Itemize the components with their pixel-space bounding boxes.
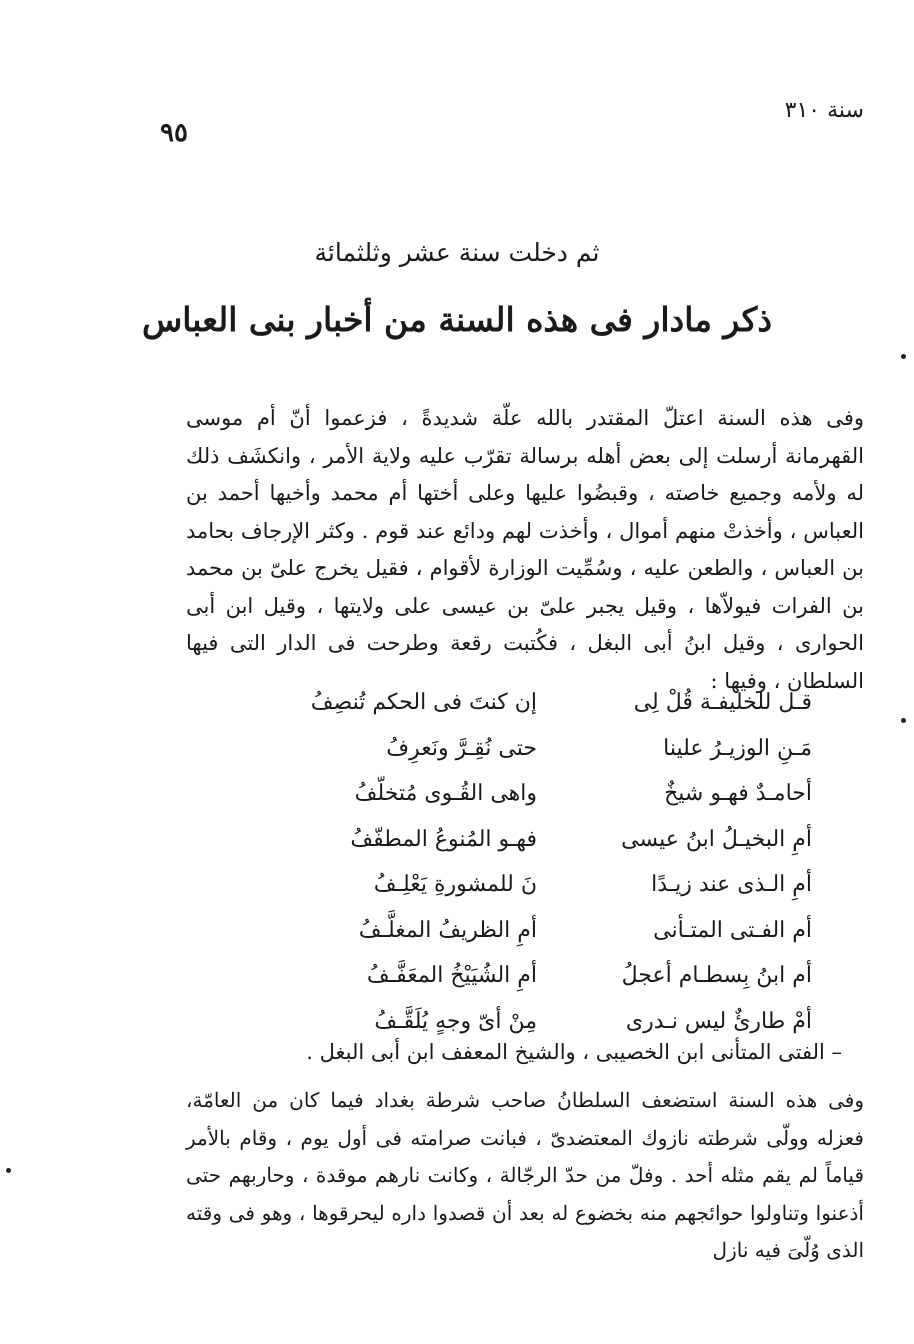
margin-dot: [901, 718, 906, 723]
verse-first-hemistich: أم الفـتى المتـأنى: [653, 917, 812, 943]
verse-second-hemistich: فهـو المُنوعُ المطفّفُ: [350, 826, 537, 852]
verse-second-hemistich: حتى نُقِـرَّ ونَعرِفُ: [386, 735, 537, 761]
verse-first-hemistich: قـل للخليفـة قُلْ لِى: [633, 690, 812, 715]
verse-second-hemistich: واهى القُـوى مُتخلّفُ: [354, 781, 537, 806]
verse-line: [292, 781, 812, 827]
verse-first-hemistich: أحامـدٌ فهـو شيخٌ: [664, 781, 812, 806]
verse-first-hemistich: أمِ الـذى عند زيـدًا: [651, 872, 812, 897]
verse-second-hemistich: نَ للمشورةِ يَعْلِـفُ: [373, 872, 537, 897]
verse-line: [292, 736, 812, 782]
paragraph-1: وفى هذه السنة اعتلّ المقتدر بالله علّة شديدةً ، فزعموا أنّ أم موسى القهرمانة أرسلت إلى بعض أهله برسالة تقرّب عليه ولاية الأمر ، وانكشَف ذلك له ولأمه وجميع خاصته ، وقبضُوا عليها وعلى أختها أم محمد وأخيها أحمد بن العباس ، وأخذتْ منهم أموال ، وأخذت لهم ودائع عند قوم . وكثر الإرجاف بحامد بن العباس ، والطعن عليه ، وسُمِّيت الوزارة لأقوام ، فقيل يخرج علىّ بن محمد بن الفرات فيولاّها ، وقيل يجبر علىّ بن عيسى على ولايتها ، وقيل ابن أبى الحوارى ، وقيل ابنُ أبى البغل ، فكُتبت رقعة وطرحت فى الدار التى فيها السلطان ، وفيها :: [186, 406, 864, 693]
verse-second-hemistich: مِنْ أىّ وجهٍ يُلَقَّـفُ: [374, 1008, 537, 1034]
page-number: ٩٥: [160, 118, 188, 148]
verse-first-hemistich: مَـنِ الوزيـرُ علينا: [663, 735, 812, 761]
verse-line: [292, 690, 812, 736]
verse-second-hemistich: أمِ الشُيَيْخُ المعَفَّـفُ: [366, 963, 537, 988]
margin-dot: [6, 1168, 11, 1173]
running-title: سنة ٣١٠: [784, 98, 864, 123]
verse-line: [292, 872, 812, 918]
poem: [292, 690, 812, 1054]
verse-first-hemistich: أمْ طارئٌ ليس نـدرى: [625, 1008, 812, 1034]
verse-first-hemistich: أم ابنُ بِسطـام أعجلُ: [621, 963, 812, 988]
verse-line: [292, 963, 812, 1009]
paragraph-2: وفى هذه السنة استضعف السلطانُ صاحب شرطة بغداد فيما كان من العامّة، فعزله وولّى شرطته نازوك المعتضدىّ ، فبانت صرامته فى أول يوم ، وقام بالأمر قياماً لم يقم مثله أحد . وفلّ من حدّ الرجّالة ، وكانت نارهم موقدة ، وحاربهم حتى أذعنوا وتناولوا حوائجهم منه بخضوع له بعد أن قصدوا داره ليحرقوها ، وهو فى وقته الذى وُلّىَ فيه نازل: [186, 1088, 864, 1262]
verse-second-hemistich: أمِ الظريفُ المغلَّـفُ: [358, 917, 537, 943]
verse-second-hemistich: إن كنتَ فى الحكم تُنصِفُ: [310, 690, 537, 715]
section-heading: ذكر مادار فى هذه السنة من أخبار بنى العباس: [141, 300, 773, 339]
intro-line: ثم دخلت سنة عشر وثلثمائة: [314, 238, 600, 267]
verse-line: [292, 827, 812, 873]
verse-first-hemistich: أمِ البخيـلُ ابنُ عيسى: [621, 826, 812, 852]
verse-annotation: – الفتى المتأنى ابن الخصيبى ، والشيخ المعفف ابن أبى البغل .: [306, 1040, 842, 1064]
margin-dot: [901, 354, 906, 359]
verse-line: [292, 918, 812, 964]
